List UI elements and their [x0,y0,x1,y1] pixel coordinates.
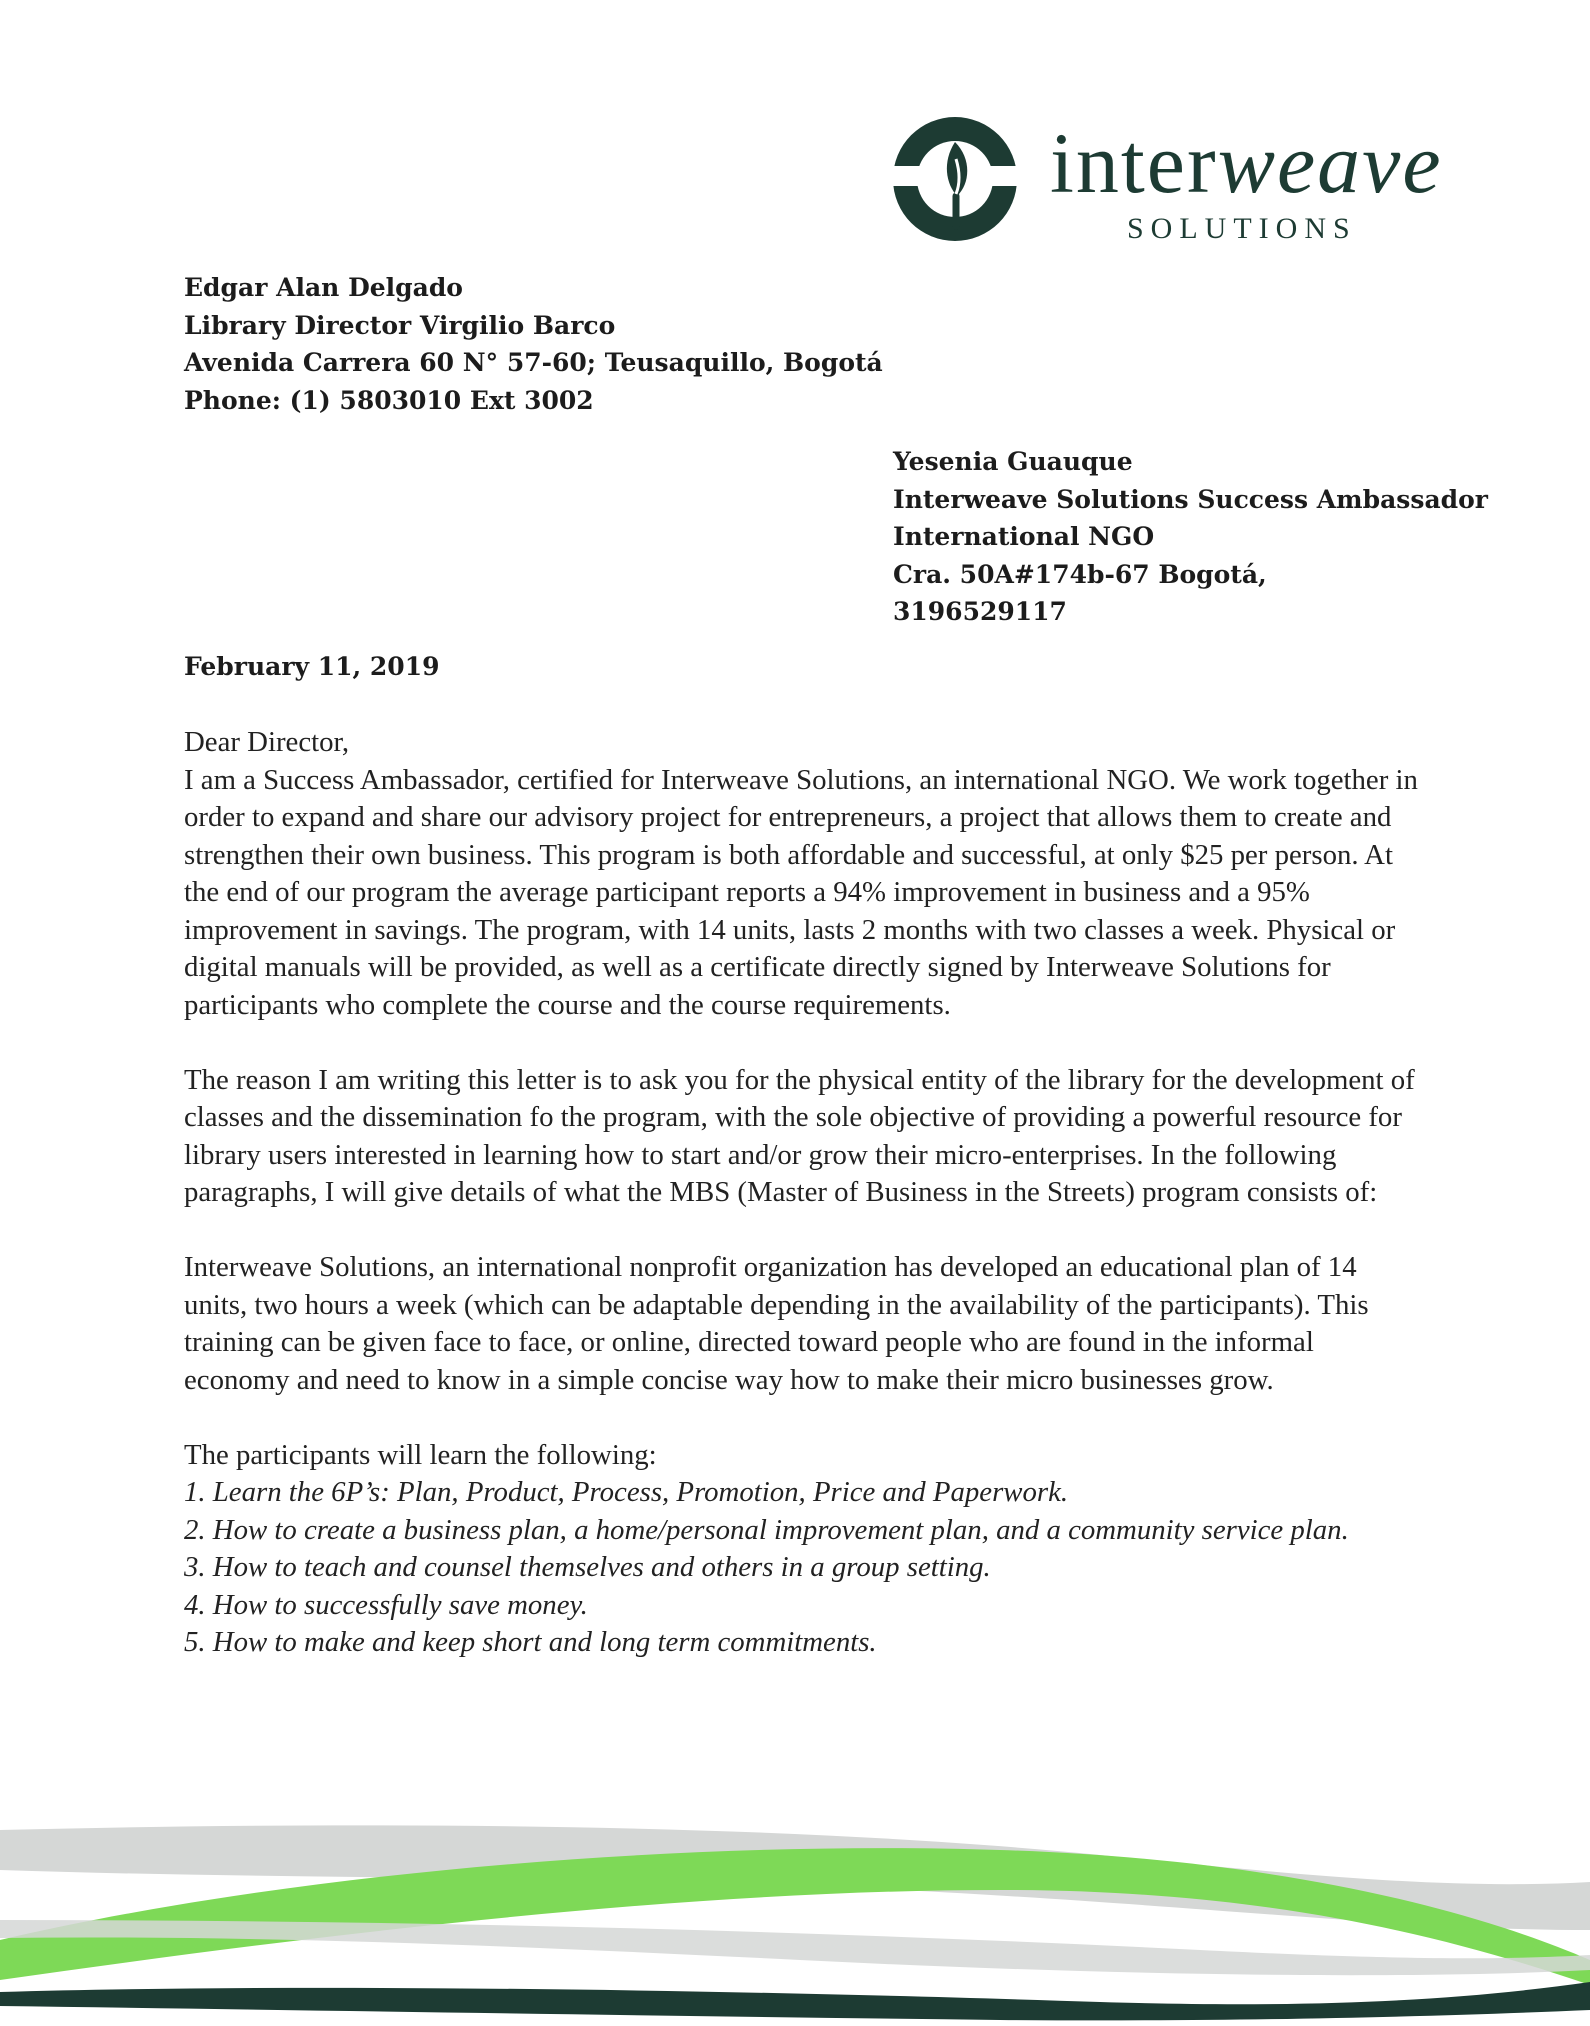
list-item: 1. Learn the 6P’s: Plan, Product, Process, Promotion, Price and Paperwork. [184,1476,1069,1508]
logo-word-regular: inter [1050,115,1218,211]
list-item: 2. How to create a business plan, a home/personal improvement plan, and a community service plan. [184,1513,1349,1546]
paragraph-program: Interweave Solutions, an international nonprofit organization has developed an educational plan of 14 units, two hours a week (which can be adaptable depending in the availability of the participants). This training can be given face to face, or online, directed toward people who are found in the informal economy and need to know in a simple concise way how to make their micro businesses grow. [184,1251,1369,1396]
letter-date: February 11, 2019 [184,652,440,681]
sender-title: Library Director Virgilio Barco [184,310,616,340]
logo-tagline: SOLUTIONS [1127,212,1357,245]
recipient-org: International NGO [893,522,1155,551]
recipient-phone: 3196529117 [893,597,1067,626]
company-logo [890,114,1490,254]
paragraph-intro: I am a Success Ambassador, certified for Interweave Solutions, an international NGO. We work together in order to expand and share our advisory project for entrepreneurs, a project that allows them to create and strengthen their own business. This program is both affordable and successful, at only $25 per person. At the end of our program the average participant reports a 94% improvement in business and a 95% improvement in savings. The program, with 14 units, lasts 2 months with two classes a week. Physical or digital manuals will be provided, as well as a certificate directly signed by Interweave Solutions for participants who complete the course and the course requirements. [184,763,1418,1021]
wave-dark-band [0,1982,1590,2020]
paragraph-request: The reason I am writing this letter is to ask you for the physical entity of the library for the development of classes and the dissemination fo the program, with the sole objective of providing a powerful resource for library users interested in learning how to start and/or grow their micro-enterprises. In the following paragraphs, I will give details of what the MBS (Master of Business in the Streets) program consists of: [184,1063,1415,1208]
recipient-block [893,443,1488,631]
sender-phone: Phone: (1) 5803010 Ext 3002 [184,385,594,415]
footer-waves [0,1810,1590,2026]
logo-word-italic: weave [1217,115,1443,211]
recipient-title: Interweave Solutions Success Ambassador [893,484,1488,514]
list-item: 5. How to make and keep short and long term commitments. [184,1626,877,1658]
list-intro: The participants will learn the following: [184,1438,657,1471]
recipient-address: Cra. 50A#174b-67 Bogotá, [893,559,1267,589]
salutation: Dear Director, [184,726,350,758]
sender-name: Edgar Alan Delgado [184,273,463,302]
logo-wordmark [1050,115,1443,211]
sender-address: Avenida Carrera 60 N° 57-60; Teusaquillo, Bogotá [184,348,883,377]
leaf-logo-icon [890,114,1040,244]
list-item: 4. How to successfully save money. [184,1588,588,1621]
learning-list [184,1474,1424,1662]
list-item: 3. How to teach and counsel themselves and others in a group setting. [184,1551,991,1583]
letter-body [184,724,1424,1662]
sender-block [184,269,883,419]
recipient-name: Yesenia Guauque [893,447,1133,476]
